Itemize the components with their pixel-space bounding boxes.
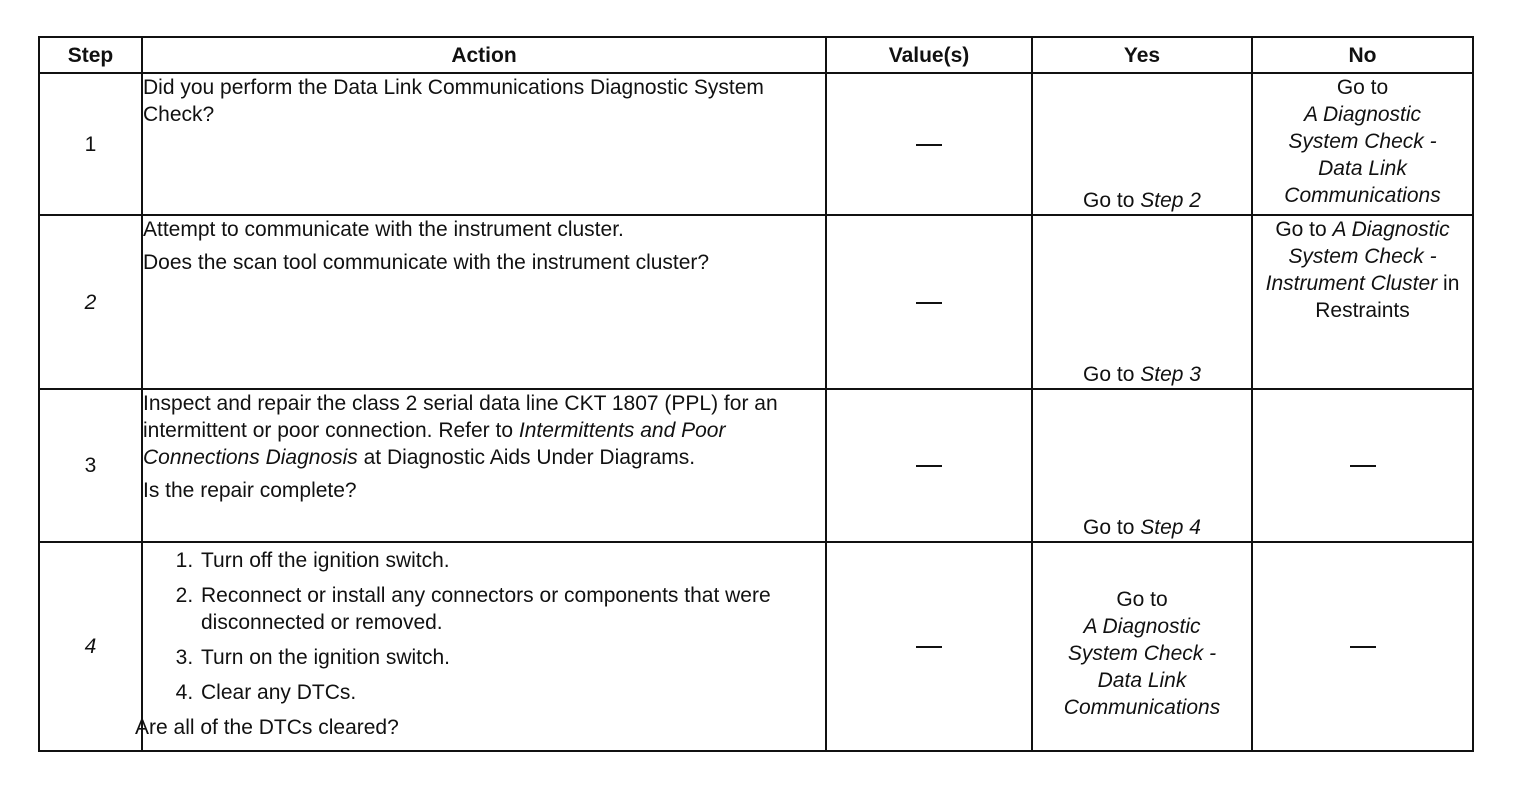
header-values: Value(s) <box>826 37 1032 73</box>
header-no: No <box>1252 37 1473 73</box>
table-row <box>39 73 1473 215</box>
value-dash <box>916 302 942 304</box>
value-dash <box>916 144 942 146</box>
yes-prefix: Go to <box>1116 588 1168 611</box>
value-cell <box>826 542 1032 751</box>
yes-prefix: Go to <box>1083 516 1141 539</box>
step-number: 4 <box>39 542 142 751</box>
step-number: 1 <box>39 73 142 215</box>
header-step: Step <box>39 37 142 73</box>
header-action: Action <box>142 37 826 73</box>
action-question: Does the scan tool communicate with the instrument cluster? <box>143 251 710 274</box>
action-cell <box>135 542 826 751</box>
yes-cell <box>1032 215 1252 389</box>
yes-cell <box>1032 542 1252 751</box>
table-row <box>39 215 1473 389</box>
yes-prefix: Go to <box>1083 189 1141 212</box>
no-suffix: in Restraints <box>1315 272 1460 322</box>
action-step-item: 1. Turn off the ignition switch. <box>199 547 825 574</box>
yes-ref: A Diagnostic System Check - Data Link Communications <box>1063 615 1221 719</box>
table-row <box>39 542 1473 751</box>
yes-prefix: Go to <box>1083 363 1141 386</box>
action-text: Did you perform the Data Link Communications Diagnostic System Check? <box>143 76 764 126</box>
no-cell <box>1252 215 1473 389</box>
value-dash <box>916 646 942 648</box>
yes-cell <box>1032 389 1252 542</box>
no-cell <box>1252 73 1473 215</box>
action-text <box>143 390 825 471</box>
action-steps-list <box>143 547 825 706</box>
action-ref: Intermittents and Poor Connections Diagnosis <box>143 419 726 469</box>
no-ref: A Diagnostic System Check - Instrument Cluster <box>1265 218 1450 295</box>
no-cell <box>1252 542 1473 751</box>
action-question: Are all of the DTCs cleared? <box>135 716 399 739</box>
header-row <box>39 37 1473 73</box>
yes-step-ref: Step 2 <box>1140 189 1201 212</box>
action-step-item: 3. Turn on the ignition switch. <box>199 644 825 671</box>
action-cell <box>142 389 826 542</box>
value-cell <box>826 215 1032 389</box>
action-text-tail: at Diagnostic Aids Under Diagrams. <box>357 446 696 469</box>
header-yes: Yes <box>1032 37 1252 73</box>
yes-cell <box>1032 73 1252 215</box>
value-cell <box>826 389 1032 542</box>
action-question: Is the repair complete? <box>143 479 357 502</box>
action-step-item: 4. Clear any DTCs. <box>199 679 825 706</box>
step-number: 2 <box>39 215 142 389</box>
table-row <box>39 389 1473 542</box>
value-dash <box>916 465 942 467</box>
yes-step-ref: Step 4 <box>1140 516 1201 539</box>
action-text-main: Inspect and repair the class 2 serial data line CKT 1807 (PPL) for an intermittent or poor connection. Refer to <box>143 392 778 442</box>
no-cell <box>1252 389 1473 542</box>
no-ref: A Diagnostic System Check - Data Link Communications <box>1284 103 1441 207</box>
no-dash <box>1350 646 1376 648</box>
value-cell <box>826 73 1032 215</box>
action-step-item: 2. Reconnect or install any connectors or components that were disconnected or removed. <box>199 582 801 636</box>
no-prefix: Go to <box>1275 218 1333 241</box>
action-cell <box>142 73 826 215</box>
no-prefix: Go to <box>1336 76 1389 99</box>
action-text: Attempt to communicate with the instrument cluster. <box>143 218 624 241</box>
diagnostic-table <box>38 36 1474 752</box>
step-number: 3 <box>39 389 142 542</box>
no-dash <box>1350 465 1376 467</box>
action-cell <box>142 215 826 389</box>
yes-step-ref: Step 3 <box>1140 363 1201 386</box>
